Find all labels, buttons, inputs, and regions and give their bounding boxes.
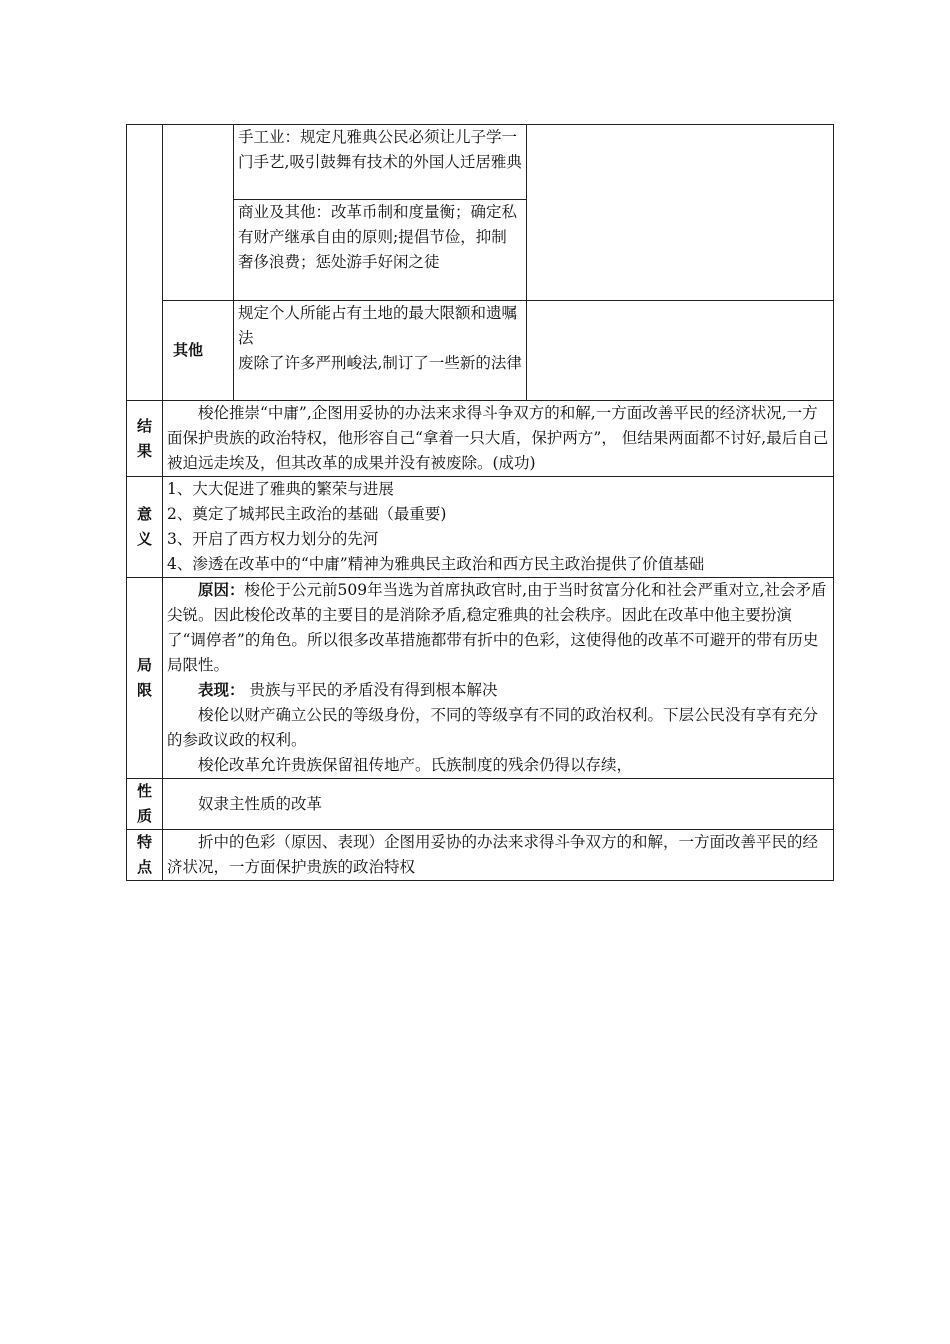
other-content-cell: [234, 301, 527, 401]
nature-content: [163, 779, 834, 830]
limitation-label-char-2: 限: [136, 681, 152, 699]
limitation-reason: [167, 578, 829, 678]
other-label: [163, 301, 234, 401]
commerce-cell: [234, 200, 527, 301]
handicraft-text: 手工业：规定凡雅典公民必须让儿子学一门手艺,吸引鼓舞有技术的外国人迁居雅典: [238, 128, 522, 171]
nature-label-char-2: 质: [136, 807, 152, 825]
limitation-reason-text: 梭伦于公元前509年当选为首席执政官时,由于当时贫富分化和社会严重对立,社会矛盾尖锐。因此梭伦改革的主要目的是消除矛盾,稳定雅典的社会秩序。因此在改革中他主要扮演了“调停者”的角色。所以很多改革措施都带有折中的色彩，这使得他的改革不可避开的带有历史局限性。: [167, 581, 827, 674]
other-row: [127, 301, 834, 401]
feature-label-char-2: 点: [136, 858, 152, 876]
nature-row: [127, 779, 834, 830]
limitation-label-char-1: 局: [136, 656, 152, 674]
result-text: 梭伦推崇“中庸”,企图用妥协的办法来求得斗争双方的和解,一方面改善平民的经济状况,一方面保护贵族的政治特权，他形容自己“拿着一只大盾，保护两方”， 但结果两面都不讨好,最后自己被迫远走埃及，但其改革的成果并没有被废除。(成功): [167, 404, 829, 472]
limitation-reason-title: 原因：: [198, 581, 245, 599]
result-content: [163, 401, 834, 477]
feature-text: 折中的色彩（原因、表现）企图用妥协的办法来求得斗争双方的和解，一方面改善平民的经济状况，一方面保护贵族的政治特权: [167, 833, 819, 876]
measures-notes-cell: [527, 125, 834, 301]
significance-item: 3、开启了西方权力划分的先河: [167, 530, 379, 548]
significance-item: 4、渗透在改革中的“中庸”精神为雅典民主政治和西方民主政治提供了价值基础: [167, 555, 705, 573]
feature-row: [127, 830, 834, 881]
limitation-manifest: [167, 678, 829, 703]
other-line-2: 废除了许多严刑峻法,制订了一些新的法律: [238, 354, 522, 372]
feature-content: [163, 830, 834, 881]
significance-label-char-1: 意: [136, 505, 152, 523]
other-line-1: 规定个人所能占有土地的最大限额和遗嘱法: [238, 304, 518, 347]
result-label-char-1: 结: [136, 416, 152, 435]
measures-label-cell: [127, 125, 163, 401]
significance-label: [127, 477, 163, 578]
nature-text: 奴隶主性质的改革: [198, 794, 323, 813]
significance-row: [127, 477, 834, 578]
result-label-char-2: 果: [136, 441, 152, 460]
result-label: [127, 401, 163, 477]
significance-item: 1、大大促进了雅典的繁荣与进展: [167, 480, 394, 498]
limitation-para-3: 梭伦改革允许贵族保留祖传地产。氏族制度的残余仍得以存续，: [198, 756, 633, 774]
limitation-manifest-text: 贵族与平民的矛盾没有得到根本解决: [244, 681, 498, 699]
other-label-text: 其他: [173, 341, 204, 359]
nature-label: [127, 779, 163, 830]
limitation-manifest-title: 表现：: [198, 681, 245, 699]
significance-label-char-2: 义: [136, 530, 152, 548]
significance-item: 2、奠定了城邦民主政治的基础（最重要): [167, 505, 447, 523]
limitation-label: [127, 578, 163, 779]
significance-content: [163, 477, 834, 578]
handicraft-cell: [234, 125, 527, 200]
measures-row-handicraft: [127, 125, 834, 200]
nature-label-char-1: 性: [136, 782, 152, 800]
solon-reform-table: [126, 124, 834, 881]
limitation-row: [127, 578, 834, 779]
limitation-content: [163, 578, 834, 779]
limitation-para-2: 梭伦以财产确立公民的等级身份，不同的等级享有不同的政治权利。下层公民没有享有充分的参政议政的权利。: [167, 706, 819, 749]
result-row: [127, 401, 834, 477]
feature-label: [127, 830, 163, 881]
measures-sublabel-cell: [163, 125, 234, 301]
commerce-text: 商业及其他：改革币制和度量衡；确定私有财产继承自由的原则;提倡节俭，抑制奢侈浪费；惩处游手好闲之徒: [238, 203, 518, 271]
feature-label-char-1: 特: [136, 833, 152, 851]
other-notes-cell: [527, 301, 834, 401]
